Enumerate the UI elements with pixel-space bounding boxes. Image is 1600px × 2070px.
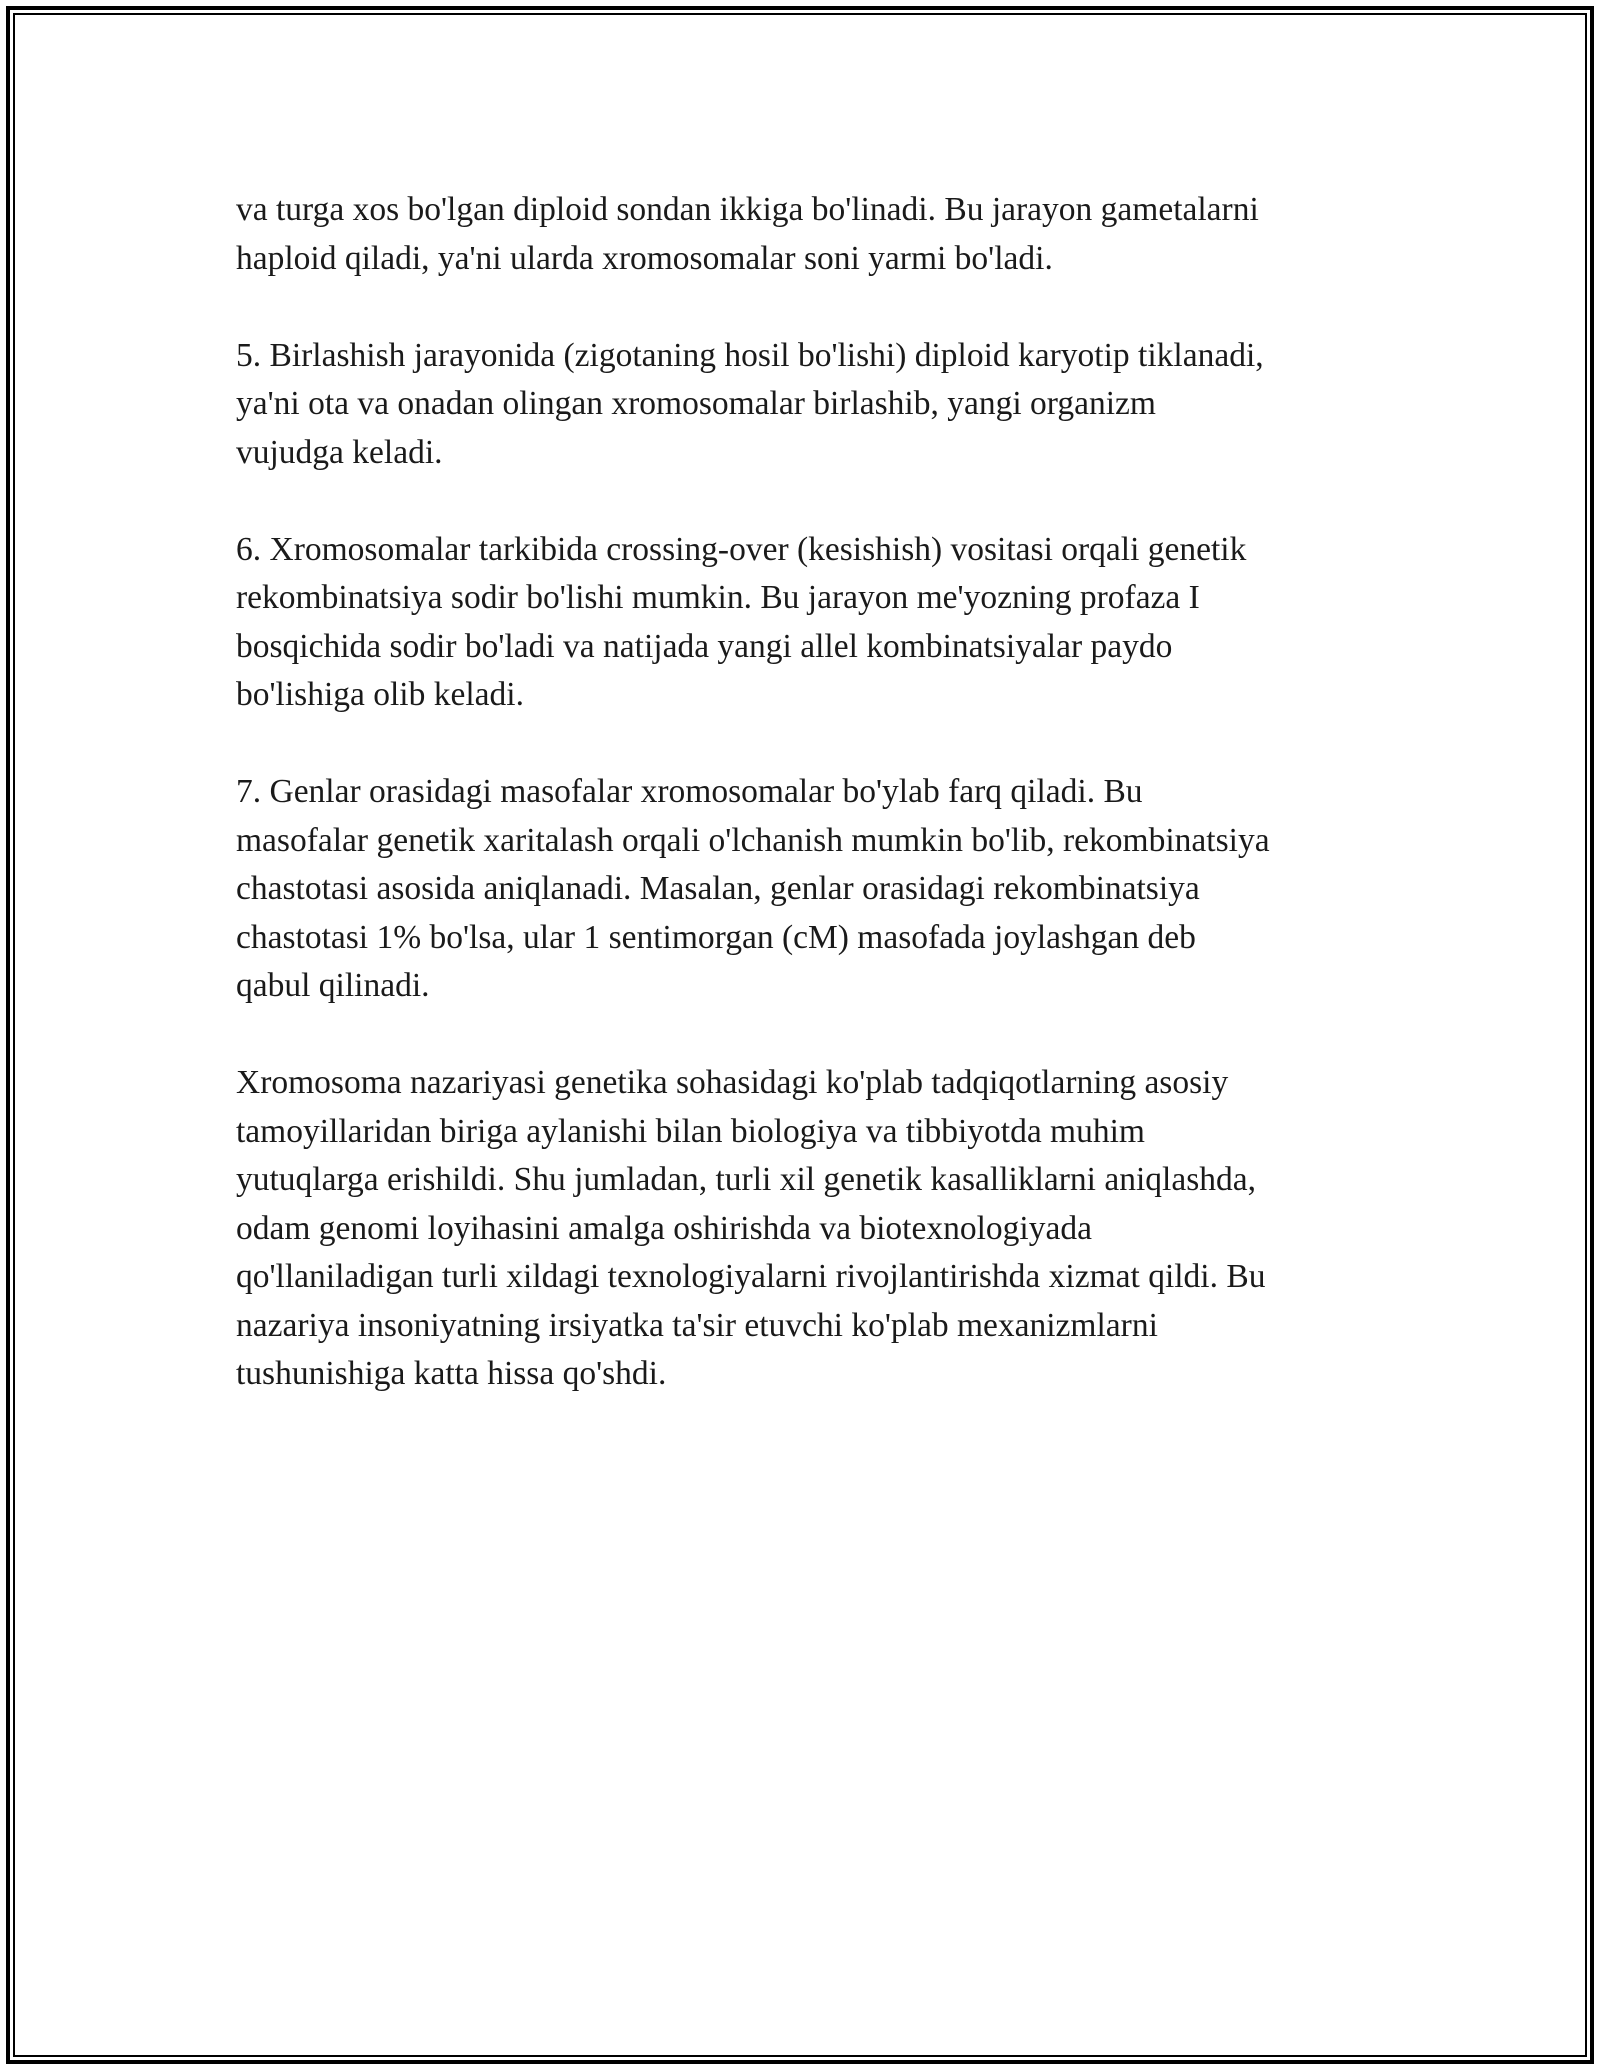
paragraph-point-5	[236, 332, 1376, 478]
paragraph-point-6	[236, 526, 1376, 720]
text-line: bosqichida sodir bo'ladi va natijada yangi allel kombinatsiyalar paydo	[236, 627, 1173, 665]
text-line: 6. Xromosomalar tarkibida crossing-over (kesishish) vositasi orqali genetik	[236, 530, 1247, 568]
text-line: nazariya insoniyatning irsiyatka ta'sir etuvchi ko'plab mexanizmlarni	[236, 1306, 1158, 1344]
paragraph-conclusion	[236, 1059, 1376, 1399]
text-line: chastotasi asosida aniqlanadi. Masalan, genlar orasidagi rekombinatsiya	[236, 870, 1200, 907]
text-line: chastotasi 1% bo'lsa, ular 1 sentimorgan (cM) masofada joylashgan deb	[236, 918, 1196, 956]
text-line: tushunishiga katta hissa qo'shdi.	[236, 1355, 667, 1392]
text-line: va turga xos bo'lgan diploid sondan ikkiga bo'linadi. Bu jarayon gametalarni	[236, 191, 1259, 228]
text-line: qo'llaniladigan turli xildagi texnologiyalarni rivojlantirishda xizmat qildi. Bu	[236, 1258, 1266, 1295]
text-line: 7. Genlar orasidagi masofalar xromosomalar bo'ylab farq qiladi. Bu	[236, 773, 1143, 810]
text-line: qabul qilinadi.	[236, 967, 430, 1004]
text-line: Xromosoma nazariyasi genetika sohasidagi ko'plab tadqiqotlarning asosiy	[236, 1064, 1229, 1101]
text-line: 5. Birlashish jarayonida (zigotaning hosil bo'lishi) diploid karyotip tiklanadi,	[236, 336, 1264, 374]
paragraph-point-7	[236, 768, 1376, 1011]
text-line: vujudga keladi.	[236, 433, 443, 471]
text-line: ya'ni ota va onadan olingan xromosomalar birlashib, yangi organizm	[236, 385, 1156, 422]
text-line: masofalar genetik xaritalash orqali o'lchanish mumkin bo'lib, rekombinatsiya	[236, 821, 1270, 859]
text-line: haploid qiladi, ya'ni ularda xromosomalar soni yarmi bo'ladi.	[236, 239, 1053, 277]
text-line: rekombinatsiya sodir bo'lishi mumkin. Bu jarayon me'yozning profaza I	[236, 579, 1200, 616]
text-line: yutuqlarga erishildi. Shu jumladan, turli xil genetik kasalliklarni aniqlashda,	[236, 1161, 1256, 1198]
text-line: bo'lishiga olib keladi.	[236, 676, 524, 713]
text-line: tamoyillaridan biriga aylanishi bilan biologiya va tibbiyotda muhim	[236, 1112, 1145, 1150]
text-line: odam genomi loyihasini amalga oshirishda va biotexnologiyada	[236, 1209, 1092, 1247]
document-body	[236, 186, 1376, 1447]
paragraph-meiosis-continuation	[236, 186, 1376, 283]
